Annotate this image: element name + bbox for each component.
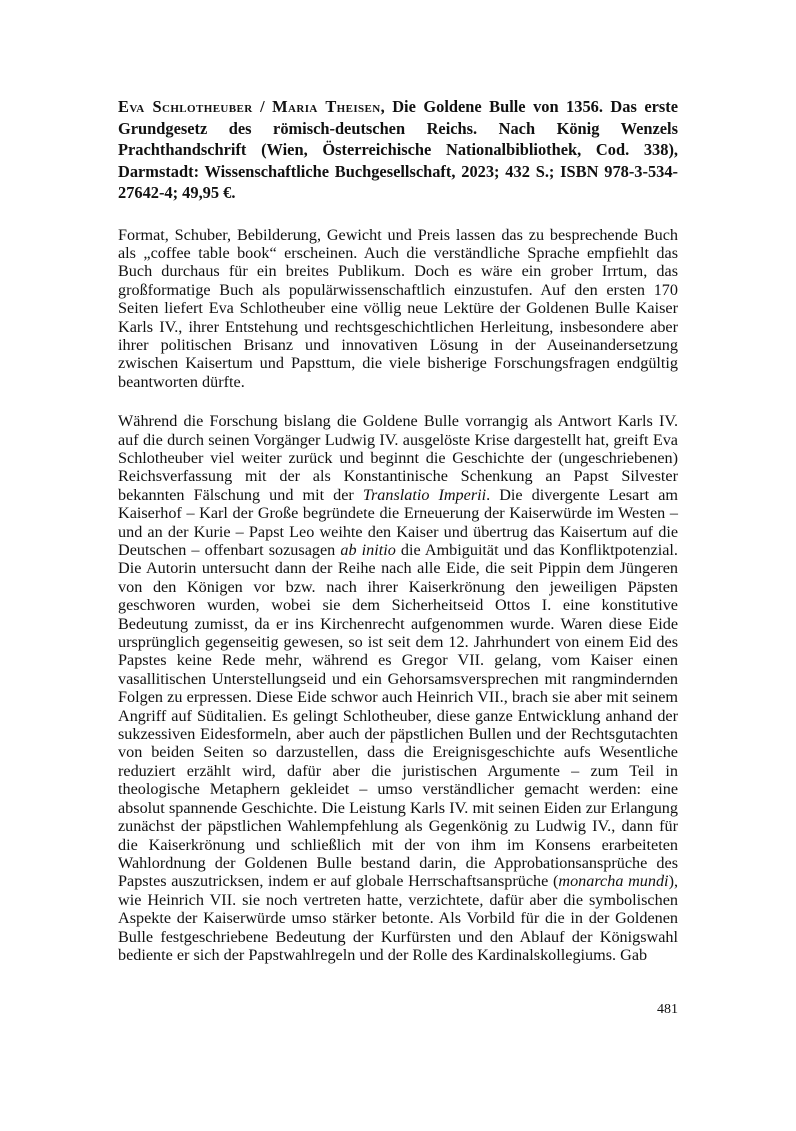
paragraph-2-part-4: ), wie Heinrich VII. sie noch vertreten hatte, verzichtete, dafür aber die symbolischen Aspekte der Kaiserwürde umso stärker betonte. Als Vorbild für die in der Goldenen Bulle festgeschriebene Bedeutung der Kurfürsten und den Ablauf der Königswahl bediente er sich der Papstwahlregeln und der Rolle des Kardinalskollegiums. Gab	[118, 872, 678, 964]
author-2: Maria Theisen	[272, 97, 381, 116]
citation-text: , Die Goldene Bulle von 1356. Das erste Grundgesetz des römisch-deutschen Reichs. Nach König Wenzels Prachthandschrift (Wien, Österreichische Nationalbibliothek, Cod. 338), Darmstadt: Wissenschaftliche Buchgesellschaft, 2023; 432 S.; ISBN 978-3-534-27642-4; 49,95 €.	[118, 97, 678, 202]
paragraph-2-part-2: . Die divergente Lesart am Kaiserhof – Karl der Große begründete die Erneuerung der Kaiserwürde im Westen – und an der Kurie – Papst Leo weihte den Kaiser und übertrug das Kaisertum auf die Deutschen – offenbart sozusagen	[118, 485, 678, 559]
term-monarcha-mundi: monarcha mundi	[558, 872, 669, 891]
term-ab-initio: ab initio	[340, 541, 396, 559]
document-body	[118, 96, 678, 964]
term-translatio-imperii: Translatio Imperii	[362, 485, 487, 504]
paragraph-2-part-1: Während die Forschung bislang die Goldene Bulle vorrangig als Antwort Karls IV. auf die durch seinen Vorgänger Ludwig IV. ausgelöste Krise dargestellt hat, greift Eva Schlotheuber viel weiter zurück und beginnt die Geschichte der (ungeschriebenen) Reichsverfassung mit der als Konstantinische Schenkung an Papst Silvester bekannten Fälschung und mit der	[118, 412, 678, 504]
paragraph-2-part-3: die Ambiguität und das Konfliktpotenzial. Die Autorin untersucht dann der Reihe nach alle Eide, die seit Pippin dem Jüngeren von den Königen vor bzw. nach ihrer Kaiserkrönung den jeweiligen Päpsten geschworen wurden, wobei sie dem Sicherheitseid Ottos I. eine konstitutive Bedeutung zumisst, da er ins Kirchenrecht aufgenommen wurde. Waren diese Eide ursprünglich gegenseitig gewesen, so ist seit dem 12. Jahrhundert von einem Eid des Papstes keine Rede mehr, während es Gregor VII. gelang, vom Kaiser einen vasallitischen Unterstellungseid und ein Gehorsamsversprechen mit rangmindernden Folgen zu erpressen. Diese Eide schwor auch Heinrich VII., brach sie aber mit seinem Angriff auf Süditalien. Es gelingt Schlotheuber, diese ganze Entwicklung anhand der sukzessiven Eidesformeln, aber auch der päpstlichen Bullen und der Rechtsgutachten von beiden Seiten so darzustellen, dass die Ereignisgeschichte aufs Wesentliche reduziert erzählt wird, dafür aber die juristischen Argumente – zum Teil in theologische Metaphern gekleidet – umso verständlicher gemacht werden: eine absolut spannende Geschichte. Die Leistung Karls IV. mit seinen Eiden zur Erlangung zunächst der päpstlichen Wahlempfehlung als Gegenkönig zu Ludwig IV., dann für die Kaiserkrönung und schließlich mit der von ihm im Konsens erarbeiteten Wahlordnung der Goldenen Bulle bestand darin, die Approbationsansprüche des Papstes auszutricksen, indem er auf globale Herrschaftsansprüche (	[118, 541, 678, 891]
page-number: 481	[657, 1002, 678, 1017]
author-1: Eva Schlotheuber	[118, 97, 253, 116]
author-separator: /	[252, 97, 273, 116]
paragraph-1: Format, Schuber, Bebilderung, Gewicht und Preis lassen das zu besprechende Buch als „coffee table book“ erscheinen. Auch die verständliche Sprache empfiehlt das Buch durchaus für ein breites Publikum. Doch es wäre ein grober Irrtum, das großformatige Buch als populärwissenschaftlich einzustufen. Auf den ersten 170 Seiten liefert Eva Schlotheuber eine völlig neue Lektüre der Goldenen Bulle Kaiser Karls IV., ihrer Entstehung und rechtsgeschichtlichen Herleitung, insbesondere aber ihrer politischen Brisanz und innovativen Lösung in der Auseinandersetzung zwischen Kaisertum und Papsttum, die viele bisherige Forschungsfragen endgültig beantworten dürfte.	[118, 225, 678, 391]
paragraph-2	[118, 412, 678, 964]
review-heading	[118, 96, 678, 204]
